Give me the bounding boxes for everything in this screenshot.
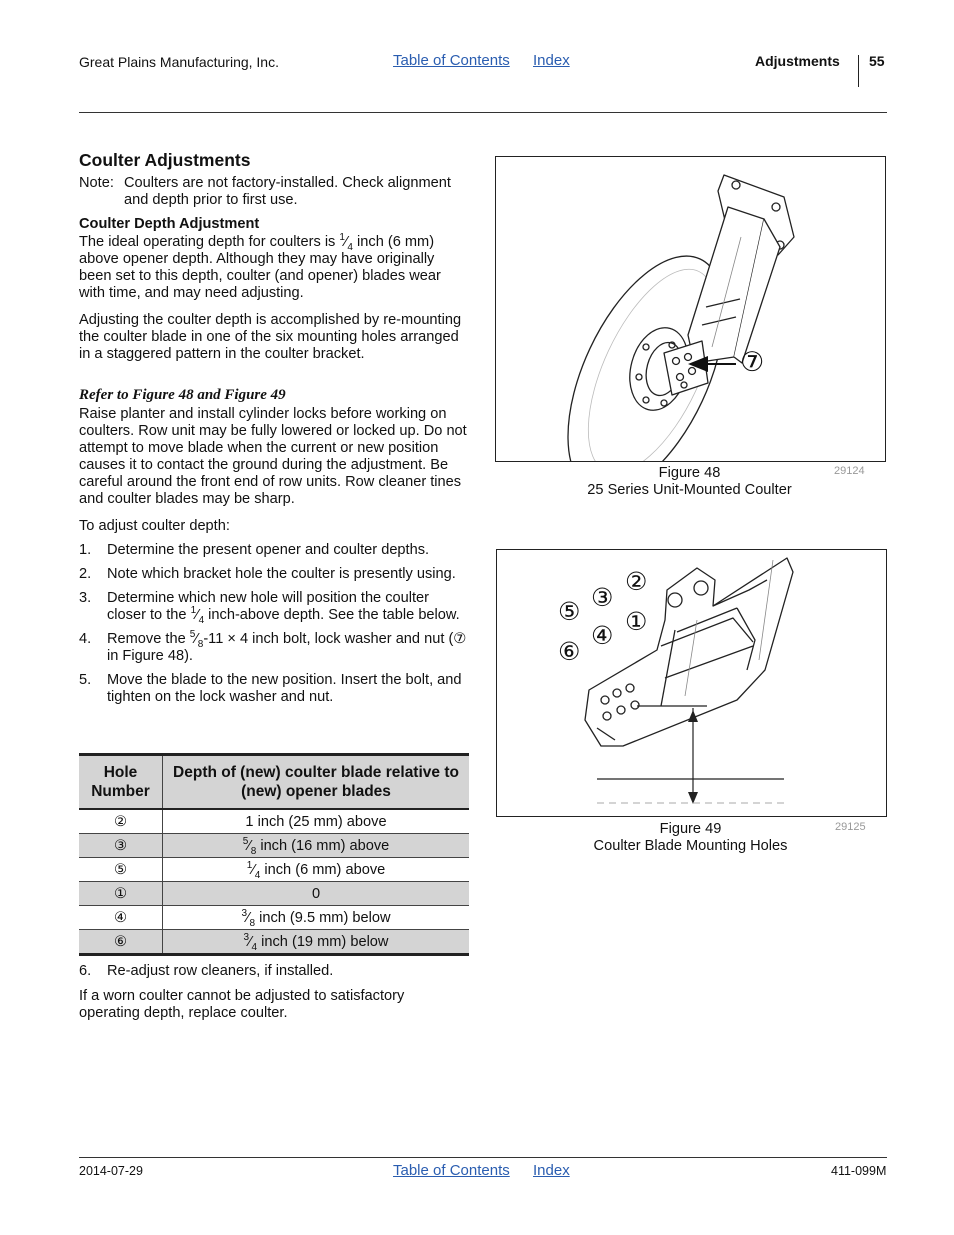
- toc-link-footer[interactable]: Table of Contents: [393, 1162, 510, 1179]
- callout-7: ⑦: [740, 347, 765, 377]
- callout-1: ①: [625, 608, 648, 636]
- table-header-depth: Depth of (new) coulter blade relative to (new) opener blades: [163, 755, 470, 810]
- figure-48-frame: [495, 156, 886, 462]
- note-text: Coulters are not factory-installed. Check alignment and depth prior to first use.: [124, 175, 451, 208]
- paragraph-4: To adjust coulter depth:: [79, 518, 230, 534]
- paragraph-2: Adjusting the coulter depth is accomplished by re-mounting the coulter blade in one of the six mounting holes arranged in a staggered pattern in the coulter bracket.: [79, 312, 462, 362]
- list-item: 6. Re-adjust row cleaners, if installed.: [79, 963, 334, 979]
- table-row: ② 1 inch (25 mm) above: [79, 809, 469, 834]
- paragraph-3: Raise planter and install cylinder locks before working on coulters. Row unit may be fully lowered or locked up. Do not attempt to move blade when the current or new position causes it to contact the ground during the adjustment. Be careful around the front end of row units. Row cleaner tines and coulter blades may be sharp.: [79, 406, 467, 507]
- paragraph-1: The ideal operating depth for coulters is $^1⁄_4$ inch (6 mm) above opener depth. Although they may have originally been set to this depth, coulter (and opener) blades wear with time, and may need adjusting.: [79, 232, 441, 301]
- figure-48-caption: Figure 48 25 Series Unit-Mounted Coulter: [587, 465, 792, 498]
- index-link-header[interactable]: Index: [533, 52, 570, 69]
- depth-table: [79, 753, 469, 956]
- footer-rule: [79, 1157, 887, 1158]
- table-row: ④ $^3⁄_8$ inch (9.5 mm) below: [79, 906, 469, 930]
- figure-49-id: 29125: [835, 821, 866, 833]
- mounting-holes-illustration: [497, 550, 886, 816]
- footer-date: 2014-07-29: [79, 1164, 143, 1178]
- steps-list: [79, 542, 469, 713]
- table-row: ③ $^5⁄_8$ inch (16 mm) above: [79, 834, 469, 858]
- callout-6: ⑥: [558, 638, 581, 666]
- note-label: Note:: [79, 175, 114, 191]
- table-row: ⑤ $^1⁄_4$ inch (6 mm) above: [79, 858, 469, 882]
- figure-48-id: 29124: [834, 465, 865, 477]
- table-header-hole: Hole Number: [79, 755, 163, 810]
- callout-5: ⑤: [558, 598, 581, 626]
- step-6: [79, 963, 469, 987]
- callout-2: ②: [625, 568, 648, 596]
- header-rule: [79, 112, 887, 113]
- list-item: 5. Move the blade to the new position. Insert the bolt, and tighten on the lock washer and nut.: [79, 672, 462, 705]
- header-divider: [858, 55, 859, 87]
- table-row: ① 0: [79, 882, 469, 906]
- footer-doc-number: 411-099M: [831, 1164, 887, 1178]
- page-number: 55: [869, 53, 885, 69]
- list-item: 4. Remove the $^5⁄_8-11 \times 4$ inch bolt, lock washer and nut (⑦ in Figure 48).: [79, 629, 467, 664]
- figure-49-frame: [496, 549, 887, 817]
- coulter-illustration: [496, 157, 885, 461]
- list-item: 3. Determine which new hole will position the coulter closer to the $^1⁄_4$ inch-above depth. See the table below.: [79, 590, 460, 626]
- company-name: Great Plains Manufacturing, Inc.: [79, 54, 279, 70]
- toc-link-header[interactable]: Table of Contents: [393, 52, 510, 69]
- callout-4: ④: [591, 622, 614, 650]
- page-title: Coulter Adjustments: [79, 150, 251, 170]
- list-item: 2. Note which bracket hole the coulter is presently using.: [79, 566, 456, 582]
- subheading: Coulter Depth Adjustment: [79, 216, 260, 232]
- list-item: 1. Determine the present opener and coulter depths.: [79, 542, 430, 558]
- callout-3: ③: [591, 584, 614, 612]
- note: [79, 175, 469, 209]
- index-link-footer[interactable]: Index: [533, 1162, 570, 1179]
- table-row: ⑥ $^3⁄_4$ inch (19 mm) below: [79, 930, 469, 955]
- section-name: Adjustments: [755, 53, 840, 69]
- figure-reference: Refer to Figure 48 and Figure 49: [79, 387, 286, 403]
- figure-49-caption: Figure 49 Coulter Blade Mounting Holes: [593, 821, 788, 854]
- paragraph-5: If a worn coulter cannot be adjusted to satisfactory operating depth, replace coulter.: [79, 988, 405, 1021]
